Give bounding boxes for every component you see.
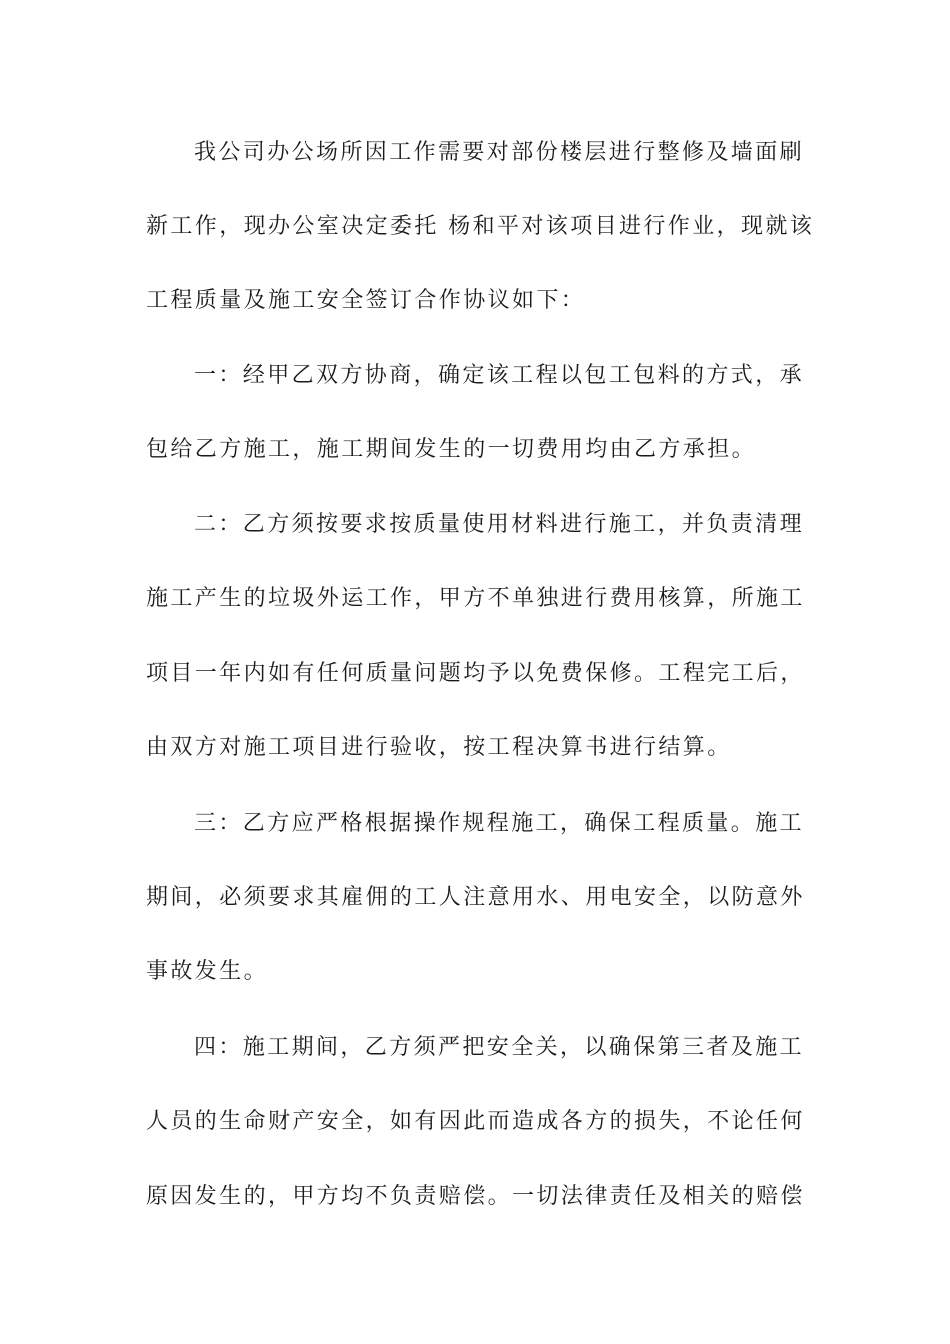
- clause-3-line-1: 三：乙方应严格根据操作规程施工，确保工程质量。施工: [194, 811, 805, 836]
- paragraph-intro-line-2: 新工作，现办公室决定委托 杨和平对该项目进行作业，现就该: [146, 214, 815, 239]
- paragraph-intro-line-3: 工程质量及施工安全签订合作协议如下：: [146, 288, 586, 313]
- clause-1-line-2: 包给乙方施工，施工期间发生的一切费用均由乙方承担。: [146, 437, 757, 462]
- clause-2-line-4: 由双方对施工项目进行验收，按工程决算书进行结算。: [146, 735, 732, 760]
- clause-4-line-1: 四：施工期间，乙方须严把安全关，以确保第三者及施工: [194, 1035, 805, 1060]
- clause-3-line-3: 事故发生。: [146, 959, 269, 984]
- clause-2-line-3: 项目一年内如有任何质量问题均予以免费保修。工程完工后，: [146, 661, 805, 686]
- paragraph-intro-line-1: 我公司办公场所因工作需要对部份楼层进行整修及墙面刷: [194, 140, 805, 165]
- clause-2-line-1: 二：乙方须按要求按质量使用材料进行施工，并负责清理: [194, 512, 805, 537]
- clause-2-line-2: 施工产生的垃圾外运工作，甲方不单独进行费用核算，所施工: [146, 586, 805, 611]
- clause-1-line-1: 一：经甲乙双方协商，确定该工程以包工包料的方式，承: [194, 363, 805, 388]
- clause-4-line-2: 人员的生命财产安全，如有因此而造成各方的损失，不论任何: [146, 1109, 805, 1134]
- clause-3-line-2: 期间，必须要求其雇佣的工人注意用水、用电安全，以防意外: [146, 885, 805, 910]
- clause-4-line-3: 原因发生的，甲方均不负责赔偿。一切法律责任及相关的赔偿: [146, 1184, 805, 1209]
